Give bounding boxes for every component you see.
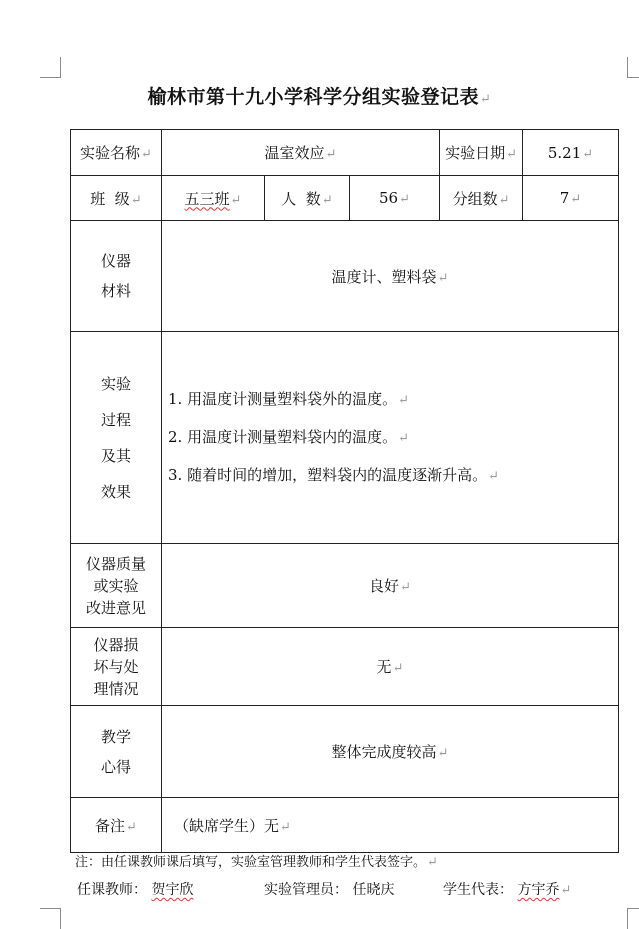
paragraph-mark-icon [488, 469, 499, 484]
crop-mark-top-right [627, 57, 639, 78]
paragraph-mark-icon [506, 147, 517, 162]
paragraph-mark-icon [141, 147, 152, 162]
paragraph-mark-icon [480, 92, 491, 107]
paragraph-mark-icon [131, 193, 142, 208]
teacher-signature: 任课教师： 贺宇欣 [77, 882, 194, 898]
materials-value[interactable]: 温度计、塑料袋 ↵ [162, 221, 619, 332]
experiment-date-label: 实验日期 ↵ [440, 130, 523, 176]
row-class-info [71, 176, 619, 221]
page-title [0, 82, 639, 109]
row-experiment-name [71, 130, 619, 176]
class-label: 班 级 ↵ [71, 176, 162, 221]
class-value[interactable]: 五三班 ↵ [162, 176, 265, 221]
damage-value[interactable]: 无 ↵ [162, 628, 619, 706]
paragraph-mark-icon [231, 193, 242, 208]
process-steps[interactable] [162, 332, 619, 544]
record-table [70, 129, 619, 853]
process-step-1: 1. 用温度计测量塑料袋外的温度。 ↵ [168, 381, 618, 419]
paragraph-mark-icon [560, 883, 571, 898]
footer-note: 注：由任课教师课后填写，实验室管理教师和学生代表签字。 ↵ [75, 851, 438, 870]
row-materials [71, 221, 619, 332]
experiment-name-label: 实验名称 ↵ [71, 130, 162, 176]
student-count-label: 人 数 ↵ [265, 176, 350, 221]
teacher-name: 贺宇欣 [151, 882, 194, 898]
paragraph-mark-icon [570, 192, 581, 207]
row-remarks [71, 798, 619, 853]
row-quality [71, 544, 619, 628]
experiment-date-value[interactable]: 5.21 ↵ [523, 130, 619, 176]
paragraph-mark-icon [322, 193, 333, 208]
paragraph-mark-icon [499, 193, 510, 208]
student-signature: 学生代表： 方宇乔 ↵ [443, 879, 571, 899]
paragraph-mark-icon [326, 147, 337, 162]
crop-mark-bottom-left [40, 908, 61, 929]
row-teaching [71, 706, 619, 798]
paragraph-mark-icon [438, 271, 449, 286]
paragraph-mark-icon [427, 855, 438, 870]
materials-label: 仪器 材料 [71, 221, 162, 332]
remarks-label: 备注 ↵ [71, 798, 162, 853]
paragraph-mark-icon [393, 661, 404, 676]
student-count-value[interactable]: 56 ↵ [350, 176, 440, 221]
paragraph-mark-icon [438, 746, 449, 761]
paragraph-mark-icon [126, 820, 137, 835]
experiment-name-value[interactable]: 温室效应 ↵ [162, 130, 440, 176]
crop-mark-bottom-right [627, 908, 639, 929]
row-damage [71, 628, 619, 706]
paragraph-mark-icon [398, 393, 409, 408]
paragraph-mark-icon [280, 820, 291, 835]
group-count-value[interactable]: 7 ↵ [523, 176, 619, 221]
paragraph-mark-icon [398, 431, 409, 446]
process-step-2: 2. 用温度计测量塑料袋内的温度。 ↵ [168, 419, 618, 457]
paragraph-mark-icon [400, 580, 411, 595]
title-text: 榆林市第十九小学科学分组实验登记表 [147, 86, 480, 108]
group-count-label: 分组数 ↵ [440, 176, 523, 221]
process-step-3: 3. 随着时间的增加，塑料袋内的温度逐渐升高。 ↵ [168, 457, 618, 495]
damage-label: 仪器损 坏与处 理情况 [71, 628, 162, 706]
crop-mark-top-left [40, 57, 61, 78]
process-label: 实验 过程 及其 效果 [71, 332, 162, 544]
paragraph-mark-icon [399, 192, 410, 207]
paragraph-mark-icon [582, 147, 593, 162]
row-process [71, 332, 619, 544]
student-name: 方宇乔 [517, 882, 560, 898]
admin-signature: 实验管理员： 任晓庆 [264, 882, 395, 898]
teaching-value[interactable]: 整体完成度较高 ↵ [162, 706, 619, 798]
remarks-value[interactable]: （缺席学生）无 ↵ [162, 798, 619, 853]
quality-label: 仪器质量 或实验 改进意见 [71, 544, 162, 628]
quality-value[interactable]: 良好 ↵ [162, 544, 619, 628]
admin-name: 任晓庆 [352, 882, 395, 898]
teaching-label: 教学 心得 [71, 706, 162, 798]
